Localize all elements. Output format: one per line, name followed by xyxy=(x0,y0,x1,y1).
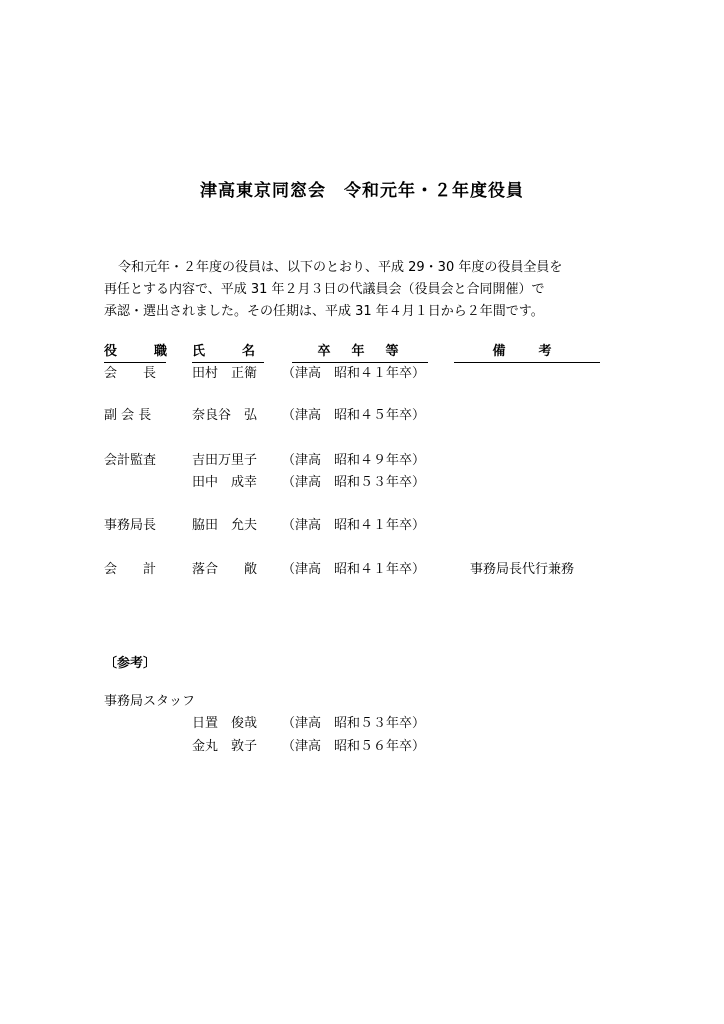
row-6-grad: （津高 昭和４１年卒） xyxy=(282,562,426,577)
row-1-role: 会 長 xyxy=(104,366,157,381)
row-3-name: 吉田万里子 xyxy=(192,453,258,468)
row-4-grad: （津高 昭和５３年卒） xyxy=(282,475,426,490)
staff-1-grad: （津高 昭和５３年卒） xyxy=(282,716,426,731)
row-6-note: 事務局長代行兼務 xyxy=(470,562,575,577)
reference-section-label: 事務局スタッフ xyxy=(104,694,196,709)
row-5-name: 脇田 允夫 xyxy=(192,518,258,533)
header-note: 備 考 xyxy=(454,344,600,363)
staff-1-name: 日置 俊哉 xyxy=(192,716,258,731)
intro-line-2: 再任とする内容で、平成 31 年２月３日の代議員会（役員会と合同開催）で xyxy=(104,282,545,297)
intro-line-1: 令和元年・２年度の役員は、以下のとおり、平成 29・30 年度の役員全員を xyxy=(118,260,563,275)
row-6-role: 会 計 xyxy=(104,562,157,577)
intro-line-3: 承認・選出されました。その任期は、平成 31 年４月１日から２年間です。 xyxy=(104,304,544,319)
header-grad: 卒 年 等 xyxy=(292,344,428,363)
row-1-name: 田村 正衛 xyxy=(192,366,258,381)
row-2-name: 奈良谷 弘 xyxy=(192,408,258,423)
row-5-role: 事務局長 xyxy=(104,518,157,533)
row-1-grad: （津高 昭和４１年卒） xyxy=(282,366,426,381)
row-2-grad: （津高 昭和４５年卒） xyxy=(282,408,426,423)
row-3-role: 会計監査 xyxy=(104,453,157,468)
staff-2-name: 金丸 敦子 xyxy=(192,739,258,754)
row-6-name: 落合 敞 xyxy=(192,562,258,577)
row-3-grad: （津高 昭和４９年卒） xyxy=(282,453,426,468)
row-5-grad: （津高 昭和４１年卒） xyxy=(282,518,426,533)
reference-title: 〔参考〕 xyxy=(104,656,157,671)
row-2-role: 副 会 長 xyxy=(104,408,152,423)
header-name: 氏 名 xyxy=(192,344,264,363)
header-role: 役 職 xyxy=(104,344,166,363)
page-title: 津高東京同窓会 令和元年・２年度役員 xyxy=(200,181,524,201)
row-4-name: 田中 成幸 xyxy=(192,475,258,490)
staff-2-grad: （津高 昭和５６年卒） xyxy=(282,739,426,754)
